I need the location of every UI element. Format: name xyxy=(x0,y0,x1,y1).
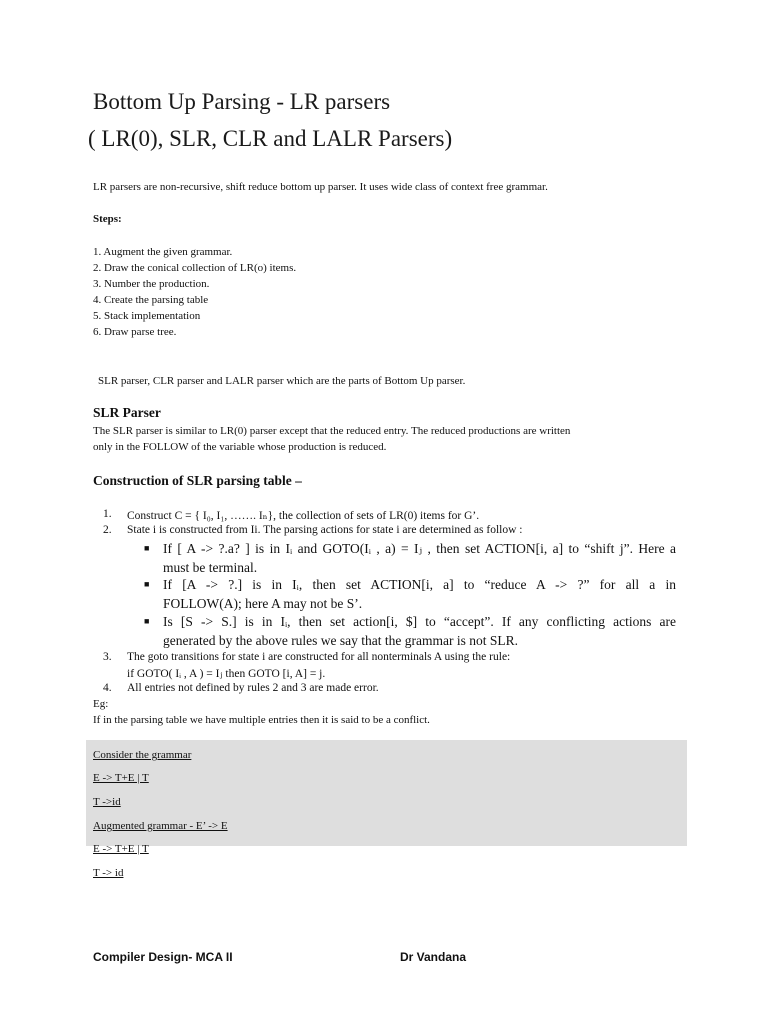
slr-paragraph-line1: The SLR parser is similar to LR(0) parser except that the reduced entry. The reduced productions are written xyxy=(93,425,571,437)
grammar-line: T ->id xyxy=(93,796,121,808)
grammar-line: E -> T+E | T xyxy=(93,772,149,784)
list-item: 3. Number the production. xyxy=(93,278,210,290)
page-subtitle: ( LR(0), SLR, CLR and LALR Parsers) xyxy=(88,126,453,151)
slr-paragraph-line2: only in the FOLLOW of the variable whose production is reduced. xyxy=(93,441,387,453)
bullet-square-icon: ■ xyxy=(144,579,150,589)
bullet-line: must be terminal. xyxy=(163,560,258,575)
conflict-note: If in the parsing table we have multiple entries then it is said to be a conflict. xyxy=(93,714,430,726)
list-item: 5. Stack implementation xyxy=(93,310,201,322)
grammar-line: Augmented grammar - E’ -> E xyxy=(93,820,228,832)
slr-heading: SLR Parser xyxy=(93,405,161,420)
list-item: 6. Draw parse tree. xyxy=(93,326,177,338)
intro-text: LR parsers are non-recursive, shift reduce bottom up parser. It uses wide class of context free grammar. xyxy=(93,181,548,193)
footer-course: Compiler Design- MCA II xyxy=(93,950,233,964)
action-rule-reduce xyxy=(163,575,676,613)
bullet-square-icon: ■ xyxy=(144,616,150,626)
parts-note: SLR parser, CLR parser and LALR parser which are the parts of Bottom Up parser. xyxy=(98,375,466,387)
steps-heading: Steps: xyxy=(93,213,122,225)
item-number: 1. xyxy=(103,508,112,520)
eg-label: Eg: xyxy=(93,698,109,710)
bullet-line: If [A -> ?.] is in Iᵢ, then set ACTION[i, a] to “reduce A -> ?” for all a in xyxy=(163,577,676,592)
footer-author: Dr Vandana xyxy=(400,950,467,964)
grammar-line: T -> id xyxy=(93,867,124,879)
action-rule-shift xyxy=(163,539,676,577)
item-number: 4. xyxy=(103,682,112,694)
bullet-line: If [ A -> ?.a? ] is in Iᵢ and GOTO(Iᵢ , a) = Iⱼ , then set ACTION[i, a] to “shift j”. Here a xyxy=(163,541,676,556)
construction-item-1: Construct C = { I₀, I₁, ……. Iₙ}, the collection of sets of LR(0) items for G’. xyxy=(127,510,480,522)
construction-item-3-rule: if GOTO( Iᵢ , A ) = Iⱼ then GOTO [i, A] = j. xyxy=(127,668,326,680)
bullet-line: Is [S -> S.] is in Iᵢ, then set action[i, $] to “accept”. If any conflicting actions are xyxy=(163,614,676,629)
list-item: 2. Draw the conical collection of LR(o) items. xyxy=(93,262,297,274)
grammar-line: Consider the grammar xyxy=(93,749,192,761)
construction-item-4: All entries not defined by rules 2 and 3 are made error. xyxy=(127,682,379,694)
construction-item-2: State i is constructed from Ii. The parsing actions for state i are determined as follow : xyxy=(127,524,523,536)
construction-heading: Construction of SLR parsing table – xyxy=(93,473,302,488)
action-rule-accept xyxy=(163,612,676,650)
item-number: 3. xyxy=(103,651,112,663)
grammar-line: E -> T+E | T xyxy=(93,843,149,855)
construction-item-3: The goto transitions for state i are constructed for all nonterminals A using the rule: xyxy=(127,651,511,663)
bullet-line: generated by the above rules we say that the grammar is not SLR. xyxy=(163,633,519,648)
item-number: 2. xyxy=(103,524,112,536)
list-item: 1. Augment the given grammar. xyxy=(93,246,233,258)
bullet-square-icon: ■ xyxy=(144,543,150,553)
bullet-line: FOLLOW(A); here A may not be S’. xyxy=(163,596,363,611)
list-item: 4. Create the parsing table xyxy=(93,294,209,306)
page-title: Bottom Up Parsing - LR parsers xyxy=(93,89,391,114)
